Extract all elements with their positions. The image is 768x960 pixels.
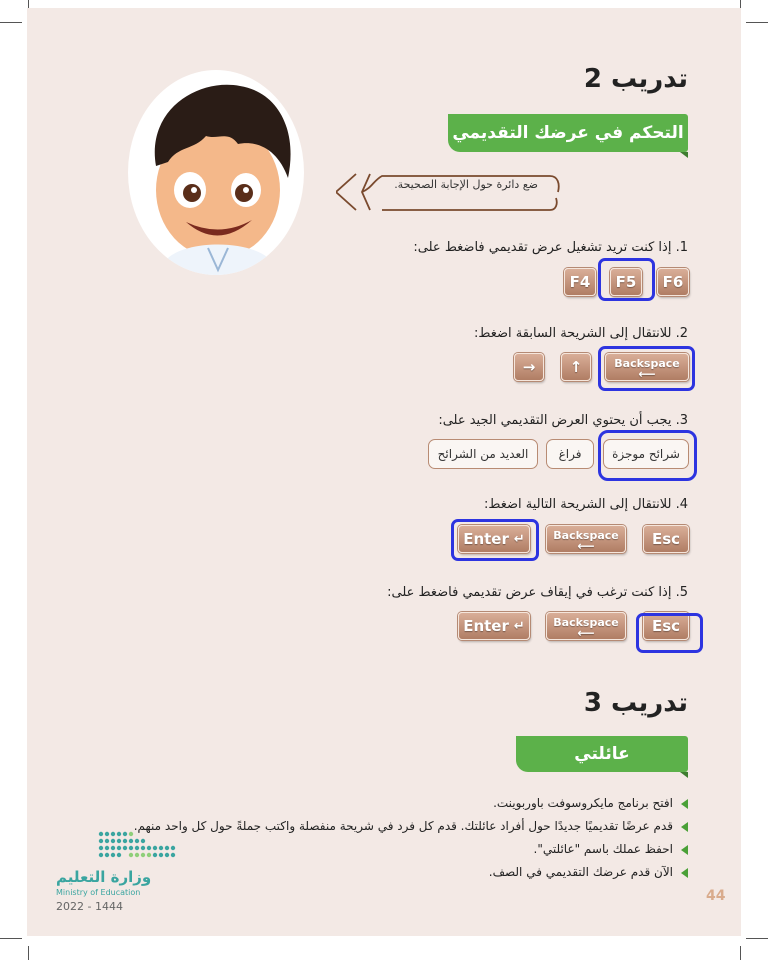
edition-year: 2022 - 1444 bbox=[56, 900, 123, 913]
answer-circle-q4 bbox=[451, 519, 539, 561]
instruction-bubble bbox=[336, 170, 564, 214]
crop-mark bbox=[746, 938, 768, 939]
key-backspace[interactable] bbox=[546, 612, 626, 640]
triangle-bullet-icon bbox=[681, 845, 688, 855]
page-number: 44 bbox=[706, 888, 726, 904]
option-many-slides[interactable]: العديد من الشرائح bbox=[428, 439, 538, 469]
exercise3-steps bbox=[134, 792, 688, 884]
triangle-bullet-icon bbox=[681, 799, 688, 809]
list-item: قدم عرضًا تقديميًا جديدًا حول أفراد عائلتك. قدم كل فرد في شريحة منفصلة واكتب جملةً حول كل واحد منهم. bbox=[134, 815, 688, 838]
key-backspace-label: Backspace bbox=[614, 356, 680, 370]
instruction-text: ضع دائرة حول الإجابة الصحيحة. bbox=[394, 178, 538, 191]
key-esc[interactable]: Esc bbox=[643, 612, 689, 640]
answer-circle-q5 bbox=[636, 613, 703, 653]
triangle-bullet-icon bbox=[681, 822, 688, 832]
return-arrow-icon: ↵ bbox=[513, 531, 525, 547]
student-avatar bbox=[128, 70, 304, 275]
ministry-name-en: Ministry of Education bbox=[56, 888, 141, 897]
exercise3-title: تدريب 3 bbox=[583, 688, 688, 718]
key-backspace[interactable] bbox=[546, 525, 626, 553]
left-arrow-icon: ⟵ bbox=[638, 366, 656, 381]
exercise2-title: تدريب 2 bbox=[583, 64, 688, 94]
question-2: 2. للانتقال إلى الشريحة السابقة اضغط: bbox=[474, 326, 688, 341]
question-5: 5. إذا كنت ترغب في إيقاف عرض تقديمي فاضغط على: bbox=[387, 585, 688, 600]
key-arrow-right[interactable]: → bbox=[514, 353, 544, 381]
question-1: 1. إذا كنت تريد تشغيل عرض تقديمي فاضغط على: bbox=[413, 240, 688, 255]
key-enter[interactable] bbox=[458, 612, 530, 640]
list-item: الآن قدم عرضك التقديمي في الصف. bbox=[134, 861, 688, 884]
crop-mark bbox=[0, 22, 22, 23]
key-f4[interactable]: F4 bbox=[564, 268, 596, 296]
option-concise-slides[interactable]: شرائح موجزة bbox=[603, 439, 689, 469]
answer-circle-q2 bbox=[598, 346, 695, 391]
left-arrow-icon: ⟵ bbox=[577, 538, 595, 553]
ministry-name-ar: وزارة التعليم bbox=[56, 868, 152, 886]
question-4: 4. للانتقال إلى الشريحة التالية اضغط: bbox=[484, 497, 688, 512]
exercise2-banner: التحكم في عرضك التقديمي bbox=[448, 114, 688, 152]
answer-circle-q3 bbox=[598, 430, 697, 481]
key-backspace-label: Backspace bbox=[553, 615, 619, 629]
key-enter-label: Enter bbox=[463, 617, 509, 635]
crop-mark bbox=[0, 938, 22, 939]
key-f5[interactable]: F5 bbox=[610, 268, 642, 296]
list-item: احفظ عملك باسم "عائلتي". bbox=[134, 838, 688, 861]
option-empty-space[interactable]: فراغ bbox=[546, 439, 594, 469]
crop-mark bbox=[740, 946, 741, 960]
exercise3-banner: عائلتي bbox=[516, 736, 688, 772]
ministry-logo-icon bbox=[56, 826, 186, 866]
boy-face-icon bbox=[128, 70, 304, 275]
answer-circle-q1 bbox=[598, 258, 655, 301]
key-f6[interactable]: F6 bbox=[657, 268, 689, 296]
crop-mark bbox=[746, 22, 768, 23]
key-esc[interactable]: Esc bbox=[643, 525, 689, 553]
triangle-bullet-icon bbox=[681, 868, 688, 878]
question-3: 3. يجب أن يحتوي العرض التقديمي الجيد على: bbox=[438, 413, 688, 428]
key-backspace-label: Backspace bbox=[553, 528, 619, 542]
return-arrow-icon: ↵ bbox=[513, 618, 525, 634]
crop-mark bbox=[28, 946, 29, 960]
left-arrow-icon: ⟵ bbox=[577, 625, 595, 640]
key-arrow-up[interactable]: ↑ bbox=[561, 353, 591, 381]
key-enter-label: Enter bbox=[463, 530, 509, 548]
list-item: افتح برنامج مايكروسوفت باوربوينت. bbox=[134, 792, 688, 815]
